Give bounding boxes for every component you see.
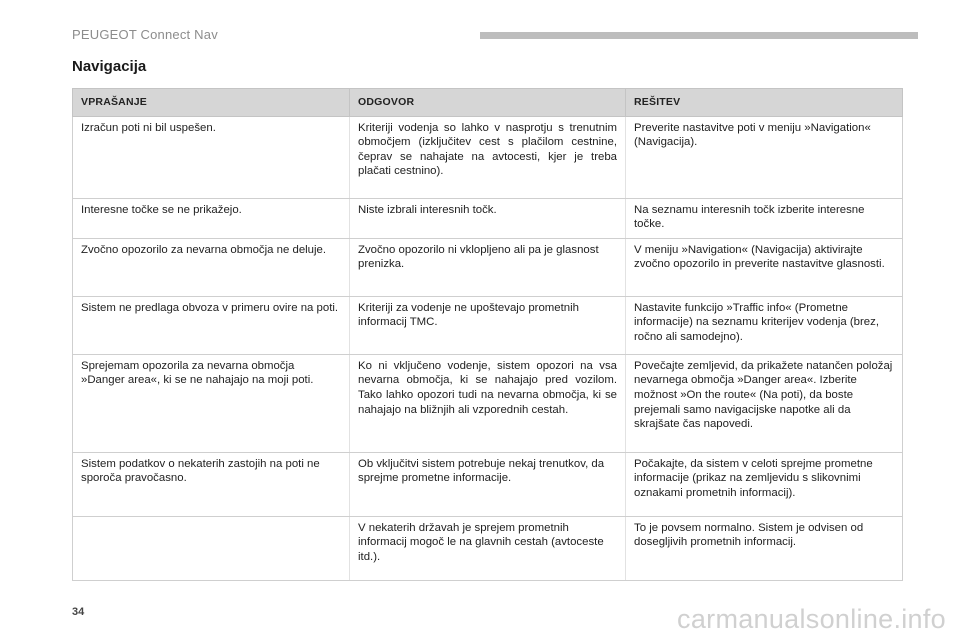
table-row (73, 516, 903, 580)
answer-cell: Niste izbrali interesnih točk. (350, 198, 626, 238)
header-answer: ODGOVOR (350, 89, 626, 117)
solution-cell: Nastavite funkcijo »Traffic info« (Prometne informacije) na seznamu kriterijev vodenja (brez, ročno ali samodejno). (626, 296, 903, 354)
question-cell: Izračun poti ni bil uspešen. (73, 116, 350, 198)
header-bar (480, 32, 918, 39)
table-row (73, 452, 903, 516)
question-cell (73, 516, 350, 580)
table-row (73, 296, 903, 354)
table-row (73, 198, 903, 238)
question-cell: Sprejemam opozorila za nevarna območja »Danger area«, ki se ne nahajajo na moji poti. (73, 354, 350, 452)
solution-cell: Počakajte, da sistem v celoti sprejme prometne informacije (prikaz na zemljevidu s slikovnimi oznakami prometnih informacij). (626, 452, 903, 516)
solution-cell: V meniju »Navigation« (Navigacija) aktivirajte zvočno opozorilo in preverite nastavitve glasnosti. (626, 238, 903, 296)
answer-cell: Ob vključitvi sistem potrebuje nekaj trenutkov, da sprejme prometne informacije. (350, 452, 626, 516)
solution-cell: Na seznamu interesnih točk izberite interesne točke. (626, 198, 903, 238)
answer-cell: Zvočno opozorilo ni vklopljeno ali pa je glasnost prenizka. (350, 238, 626, 296)
watermark: carmanualsonline.info (677, 604, 946, 634)
solution-cell: Preverite nastavitve poti v meniju »Navigation« (Navigacija). (626, 116, 903, 198)
solution-cell: Povečajte zemljevid, da prikažete natančen položaj nevarnega območja »Danger area«. Izberite možnost »On the route« (Na poti), da boste prejemali samo navigacijske napotke ali da skrajšate čas napovedi. (626, 354, 903, 452)
section-title: Navigacija (72, 58, 147, 75)
solution-cell: To je povsem normalno. Sistem je odvisen od dosegljivih prometnih informacij. (626, 516, 903, 580)
table-row (73, 354, 903, 452)
table-header-row (73, 89, 903, 117)
question-cell: Sistem ne predlaga obvoza v primeru ovire na poti. (73, 296, 350, 354)
question-cell: Sistem podatkov o nekaterih zastojih na poti ne sporoča pravočasno. (73, 452, 350, 516)
page-number: 34 (72, 606, 85, 618)
brand-name: PEUGEOT Connect Nav (72, 27, 218, 42)
answer-cell: Kriteriji za vodenje ne upoštevajo prometnih informacij TMC. (350, 296, 626, 354)
answer-cell: Ko ni vključeno vodenje, sistem opozori na vsa nevarna območja, ki se nahajajo pred vozilom. Tako lahko opozori tudi na nevarna območja, ki se nahajajo na bližnjih ali vzporednih cestah. (350, 354, 626, 452)
header-solution: REŠITEV (626, 89, 903, 117)
question-cell: Interesne točke se ne prikažejo. (73, 198, 350, 238)
header-question: VPRAŠANJE (73, 89, 350, 117)
answer-cell: Kriteriji vodenja so lahko v nasprotju s trenutnim območjem (izključitev cest s plačilom cestnine, čeprav se nahajate na avtocesti, kjer je treba plačati cestnino). (350, 116, 626, 198)
table-row (73, 116, 903, 198)
question-cell: Zvočno opozorilo za nevarna območja ne deluje. (73, 238, 350, 296)
table-row (73, 238, 903, 296)
faq-table (72, 88, 903, 581)
answer-cell: V nekaterih državah je sprejem prometnih informacij mogoč le na glavnih cestah (avtoceste itd.). (350, 516, 626, 580)
